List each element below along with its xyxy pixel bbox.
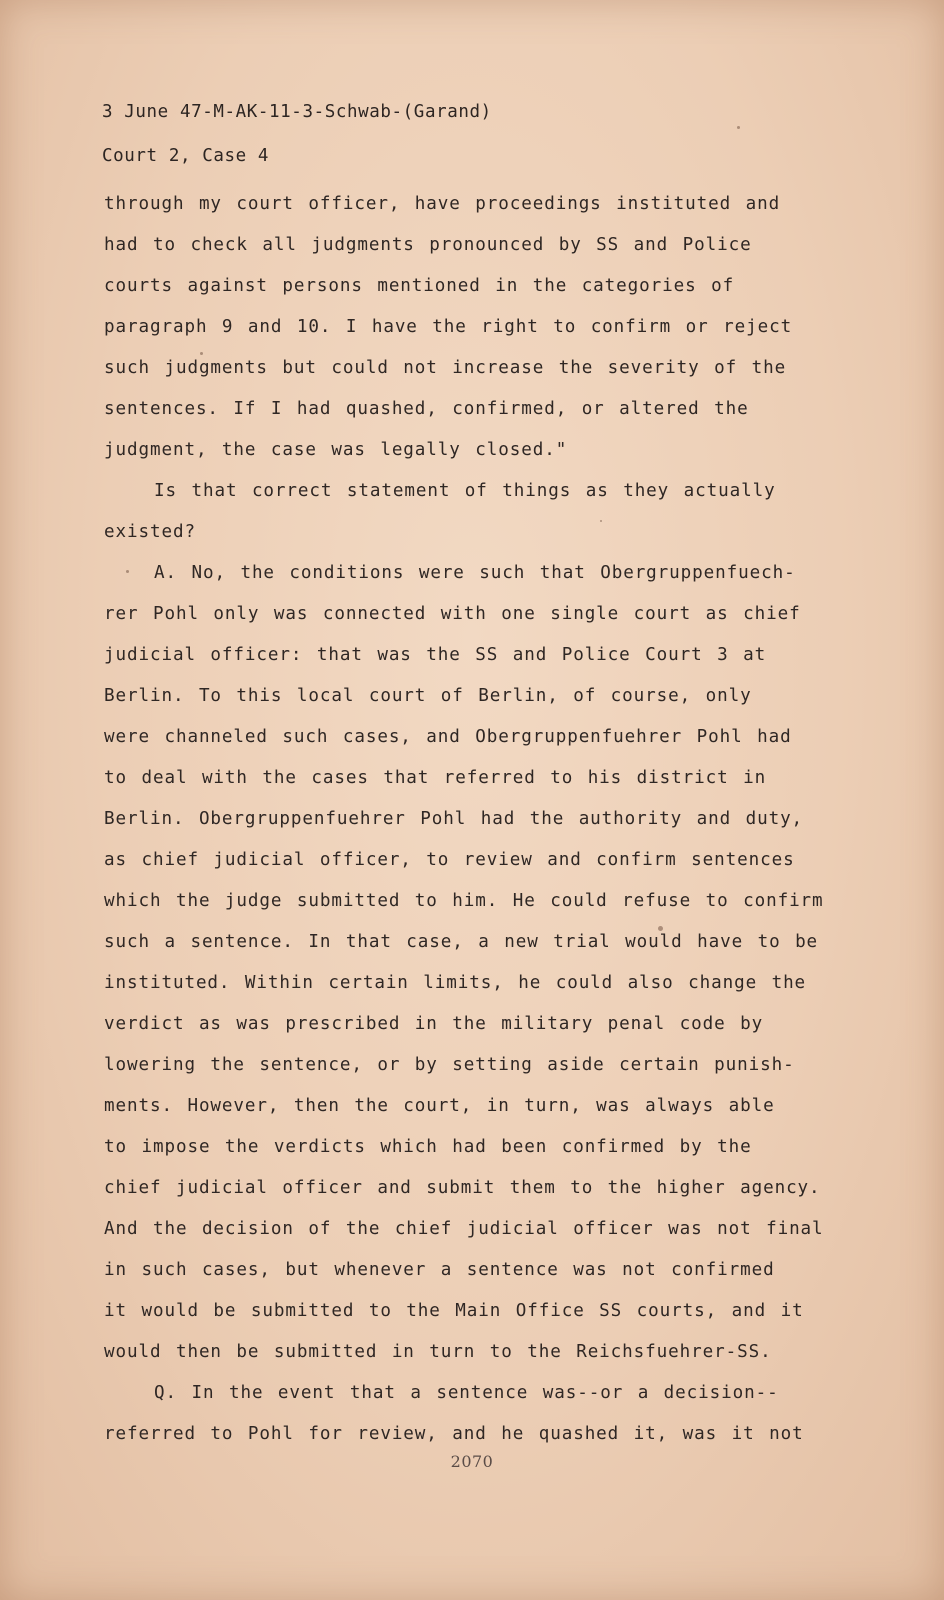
transcript-line: such judgments but could not increase the severity of the [104, 358, 787, 378]
transcript-line: And the decision of the chief judicial officer was not final [104, 1219, 824, 1239]
transcript-line: had to check all judgments pronounced by SS and Police [104, 235, 752, 255]
transcript-line: in such cases, but whenever a sentence was not confirmed [104, 1260, 775, 1280]
header-line-date-reference: 3 June 47-M-AK-11-3-Schwab-(Garand) [102, 102, 492, 122]
paper-speck [126, 570, 129, 573]
paper-speck [600, 520, 602, 522]
transcript-line: verdict as was prescribed in the military penal code by [104, 1014, 764, 1034]
question-line: Is that correct statement of things as they actually [154, 481, 776, 501]
paper-speck [658, 926, 663, 931]
transcript-line: to impose the verdicts which had been confirmed by the [104, 1137, 752, 1157]
paper-speck [200, 352, 203, 355]
transcript-line: rer Pohl only was connected with one single court as chief [104, 604, 801, 624]
header-line-court-case: Court 2, Case 4 [102, 146, 270, 166]
transcript-line: Berlin. Obergruppenfuehrer Pohl had the authority and duty, [104, 809, 804, 829]
transcript-line: were channeled such cases, and Obergruppenfuehrer Pohl had [104, 727, 792, 747]
transcript-line: chief judicial officer and submit them to the higher agency. [104, 1178, 821, 1198]
transcript-line: judgment, the case was legally closed." [104, 440, 568, 460]
transcript-line: it would be submitted to the Main Office SS courts, and it [104, 1301, 804, 1321]
transcript-line: referred to Pohl for review, and he quashed it, was it not [104, 1424, 804, 1444]
transcript-line: would then be submitted in turn to the Reichsfuehrer-SS. [104, 1342, 772, 1362]
transcript-line: paragraph 9 and 10. I have the right to confirm or reject [104, 317, 793, 337]
paper-speck [737, 126, 740, 129]
transcript-line: such a sentence. In that case, a new trial would have to be [104, 932, 819, 952]
transcript-line: lowering the sentence, or by setting aside certain punish- [104, 1055, 795, 1075]
question-line: Q. In the event that a sentence was--or a decision-- [154, 1383, 779, 1403]
transcript-line: Berlin. To this local court of Berlin, of course, only [104, 686, 752, 706]
transcript-line: to deal with the cases that referred to his district in [104, 768, 767, 788]
transcript-line: sentences. If I had quashed, confirmed, or altered the [104, 399, 749, 419]
transcript-line: as chief judicial officer, to review and confirm sentences [104, 850, 795, 870]
transcript-line: which the judge submitted to him. He could refuse to confirm [104, 891, 824, 911]
transcript-line: ments. However, then the court, in turn, was always able [104, 1096, 775, 1116]
transcript-line: instituted. Within certain limits, he could also change the [104, 973, 807, 993]
document-header [102, 90, 492, 178]
page-number: 2070 [450, 1452, 494, 1471]
transcript-body [104, 184, 844, 1455]
transcript-line: through my court officer, have proceedings instituted and [104, 194, 781, 214]
transcript-line: judicial officer: that was the SS and Police Court 3 at [104, 645, 767, 665]
transcript-line: courts against persons mentioned in the categories of [104, 276, 735, 296]
answer-line: A. No, the conditions were such that Obergruppenfuech- [154, 563, 796, 583]
transcript-line: existed? [104, 522, 196, 542]
